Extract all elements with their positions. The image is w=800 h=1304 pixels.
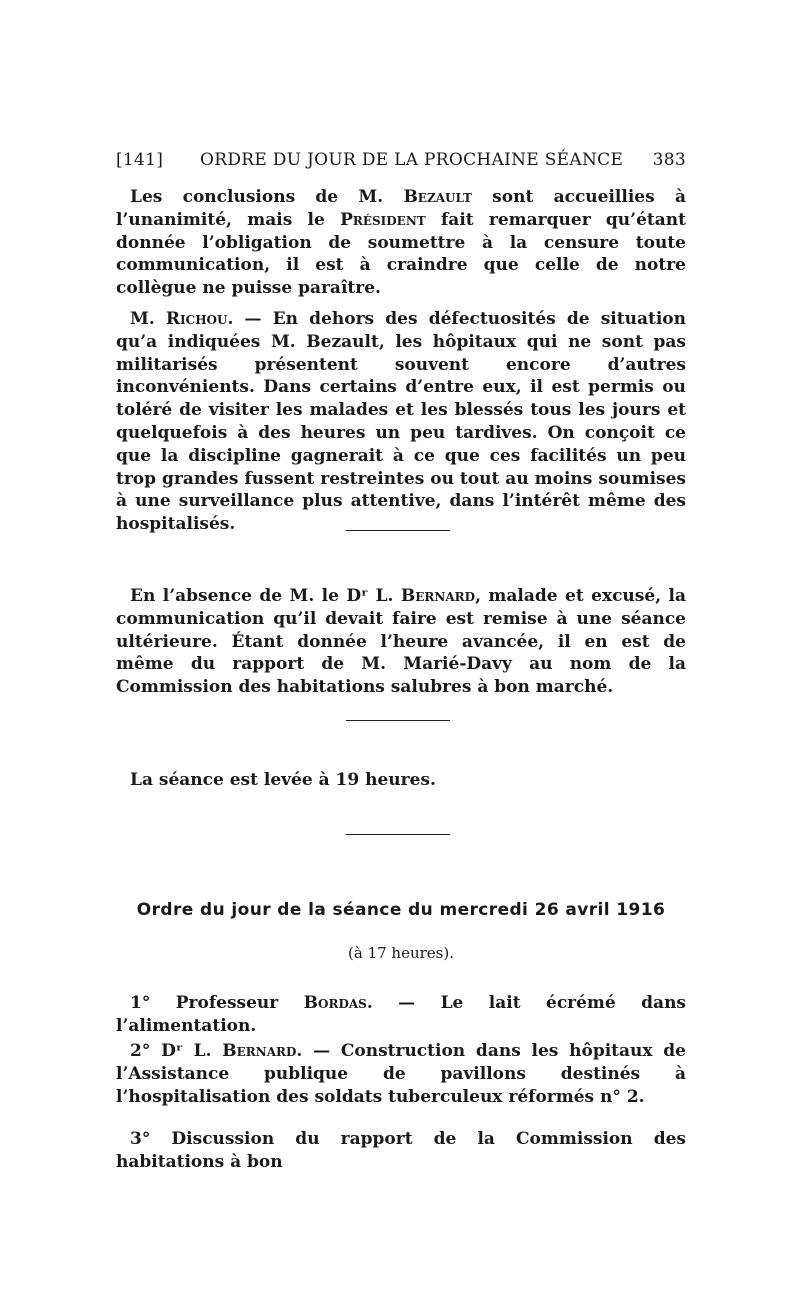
agenda-heading: Ordre du jour de la séance du mercredi 26 avril 1916 [136,900,666,920]
agenda-item-3: 3° Discussion du rapport de la Commission des habitations à bon [116,1129,686,1172]
running-title: ORDRE DU JOUR DE LA PROCHAINE SÉANCE [200,150,624,170]
text-run: . — En dehors des défectuosités de situation qu’a indiquées M. Bezault, les hôpitaux qui ne sont pas militarisés présentent souvent encore d’autres inconvénients. Dans certains d’entre eux, il est permis ou toléré de visiter les malades et les blessés tous les jours et quelquefois à des heures un peu tardives. On conçoit ce que la discipline gagnerait à ce que ces facilités un peu trop grandes fussent restreintes ou tout au moins soumises à une surveillance plus attentive, dans l’intérêt même des hospitalisés. [116,309,687,535]
agenda-item-1 [116,992,686,1038]
name-richou: Richou [165,309,228,329]
section-number: [141] [116,150,164,170]
paragraph-absence [116,585,686,699]
paragraph-richou [116,308,686,536]
separator-rule [346,720,450,721]
name-president: Président [340,209,426,230]
agenda-time: (à 17 heures). [348,944,454,962]
name-bezault: Bezault [403,187,472,207]
separator-rule [346,530,450,531]
text-run: En l’absence de M. le Dʳ L. [130,586,401,606]
text-run: . — Construction dans les hôpitaux de l’Assistance publique de pavillons destinés à l’hospitalisation des soldats tuberculeux réformés n° 2. [116,1041,686,1107]
text-run: Les conclusions de M. [130,187,404,207]
paragraph-conclusions [116,186,686,300]
text-run: sont accueillies à l’unanimité, mais le [116,187,686,230]
name-bordas: Bordas [303,993,367,1013]
closing-statement: La séance est levée à 19 heures. [130,770,436,790]
text-run: 1° Professeur [130,993,304,1013]
running-header [116,150,686,174]
text-run: , malade et excusé, la communication qu’il devait faire est remise à une séance ultérieure. Étant donnée l’heure avancée, il en est de même du rapport de M. Marié-Davy au nom de la Commission des habitations salubres à bon marché. [116,586,686,698]
text-run: fait remarquer qu’étant donnée l’obligation de soumettre à la censure toute communication, il est à craindre que celle de notre collègue ne puisse paraître. [116,209,686,299]
text-run: 2° Dʳ L. [130,1041,223,1061]
page-number: 383 [652,150,686,170]
separator-rule [346,834,450,835]
text-run: M. [130,309,166,329]
text-run: . — Le lait écrémé dans l’alimentation. [116,993,686,1036]
agenda-item-2 [116,1040,686,1109]
name-bernard: Bernard [222,1041,297,1061]
name-bernard: Bernard [400,586,476,606]
